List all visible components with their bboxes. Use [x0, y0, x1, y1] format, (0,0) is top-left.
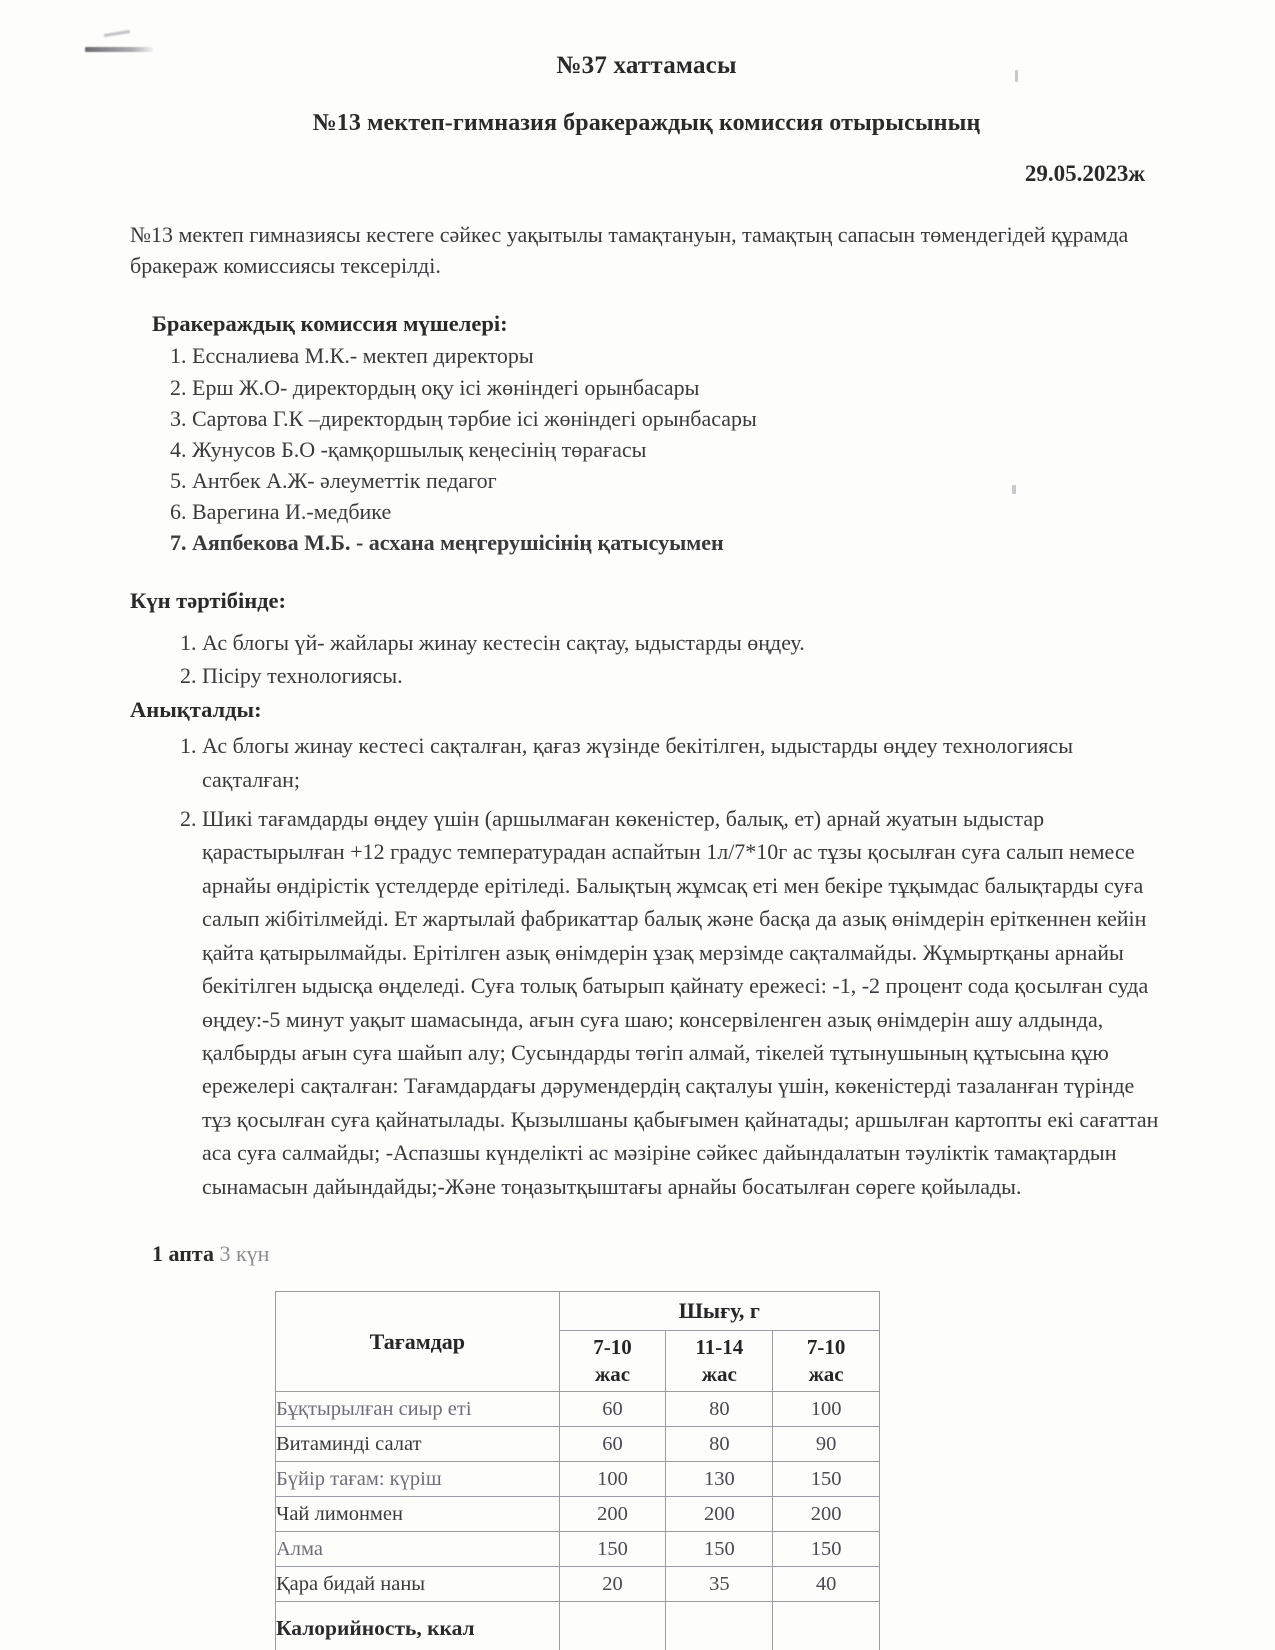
intro-paragraph: №13 мектеп гимназиясы кестеге сәйкес уақытылы тамақтануын, тамақтың сапасын төмендегідей құрамда бракераж комиссиясы тексерілді. [130, 222, 1129, 279]
table-row [276, 1427, 880, 1462]
dish-label: Чай лимонмен [276, 1497, 560, 1532]
findings-list [130, 729, 1163, 1203]
dish-label: Қара бидай наны [276, 1567, 560, 1602]
dish-value: 20 [559, 1567, 666, 1602]
list-item: 1. Ас блогы жинау кестесі сақталған, қағаз жүзінде бекітілген, ыдыстарды өңдеу технологиясы сақталған; [202, 729, 1163, 796]
dish-value: 200 [559, 1497, 666, 1532]
dish-value: 100 [773, 1392, 880, 1427]
dish-value: 100 [559, 1462, 666, 1497]
table-row [276, 1462, 880, 1497]
agenda-section-heading: Күн тәртібінде: [130, 588, 287, 614]
week-label-bold: 1 апта [152, 1241, 214, 1267]
menu-table [275, 1291, 880, 1650]
dish-value: 60 [559, 1392, 666, 1427]
header-age-3 [773, 1331, 880, 1392]
agenda-list [130, 628, 1163, 691]
members-list [130, 341, 1163, 558]
header-age-2 [666, 1331, 773, 1392]
dish-value: 130 [666, 1462, 773, 1497]
dish-label: Витаминді салат [276, 1427, 560, 1462]
calorie-value [666, 1602, 773, 1650]
list-item: 1. Ессналиева М.К.- мектеп директоры [192, 341, 1163, 371]
dish-value: 80 [666, 1392, 773, 1427]
list-item: 2. Шикі тағамдарды өңдеу үшін (аршылмаған көкеністер, балық, ет) арнай жуатын ыдыстар қарастырылған +12 градус температурадан аспайтын 1л/7*10г ас тұзы қосылған суға салып немесе арнайы өндірістік үстелдерде ерітіледі. Балықтың жұмсақ еті мен бекіре тұқымдас балықтарды суға салып жібітілмейді. Ет жартылай фабрикаттар балық және басқа да азық өнімдерін еріткеннен кейін қайта қатырылмайды. Ерітілген азық өнімдерін ұзақ мерзімде сақталмайды. Жұмыртқаны арнайы бекітілген ыдысқа өңделеді. Суға толық батырып қайнату ережесі: -1, -2 процент сода қосылған суда өңдеу:-5 минут уақыт шамасында, ағын суға шаю; консервіленген азық өнімдерін ашу алдында, қалбырды ағын суға шайып алу; Сусындарды төгіп алмай, тікелей тұтынушының құтысына құю ережелері сақталған: Тағамдардағы дәрумендердің сақталуы үшін, көкеністерді тазаланған түрінде тұз қосылған суға қайнатылады. Қызылшаны қабығымен қайнатады; аршылған картопты екі сағаттан аса суға салмайды; -Аспазшы күнделікті ас мәзіріне сәйкес дайындалатын тәуліктік тамақтардын сынамасын дайындайды;-Және тоңазытқыштағы арнайы босатылған сөреге қойылады. [202, 802, 1163, 1203]
calorie-value [559, 1602, 666, 1650]
findings-section-heading: Анықталды: [130, 697, 262, 723]
dish-label: Алма [276, 1532, 560, 1567]
table-row [276, 1567, 880, 1602]
list-item: 2. Пісіру технологиясы. [202, 661, 1163, 691]
members-section-heading: Бракераждық комиссия мүшелері: [152, 311, 508, 337]
list-item: 6. Варегина И.-медбике [192, 497, 1163, 527]
table-header-row [276, 1292, 880, 1331]
age-range: 7-10 [806, 1335, 846, 1360]
document-date: 29.05.2023ж [1024, 161, 1145, 186]
calorie-value [773, 1602, 880, 1650]
list-item: 2. Ерш Ж.О- директордың оқу ісі жөніндегі орынбасары [192, 373, 1163, 403]
week-label [152, 1241, 1163, 1267]
age-range: 11-14 [695, 1335, 744, 1360]
dish-value: 150 [559, 1532, 666, 1567]
list-item: 3. Сартова Г.К –директордың тәрбие ісі жөніндегі орынбасары [192, 404, 1163, 434]
list-item: 7. Аяпбекова М.Б. - асхана меңгерушісінің қатысуымен [192, 528, 1163, 558]
header-output: Шығу, г [559, 1292, 879, 1331]
page-subtitle: №13 мектеп-гимназия бракераждық комиссия отырысының [312, 110, 981, 136]
age-range: 7-10 [593, 1335, 632, 1360]
table-row [276, 1497, 880, 1532]
dish-value: 40 [773, 1567, 880, 1602]
dish-value: 35 [666, 1567, 773, 1602]
calorie-label: Калорийность, ккал [276, 1602, 560, 1650]
dish-value: 200 [666, 1497, 773, 1532]
dish-value: 150 [773, 1532, 880, 1567]
dish-label: Бұқтырылған сиыр еті [276, 1392, 560, 1427]
week-label-rest: 3 күн [219, 1241, 270, 1267]
table-row [276, 1392, 880, 1427]
table-row [276, 1532, 880, 1567]
table-row-calories [276, 1602, 880, 1650]
header-dish: Тағамдар [276, 1292, 560, 1392]
list-item: 4. Жунусов Б.О -қамқоршылық кеңесінің төрағасы [192, 435, 1163, 465]
age-unit: жас [701, 1362, 737, 1387]
header-age-1 [559, 1331, 666, 1392]
dish-value: 90 [773, 1427, 880, 1462]
dish-label: Бүйір тағам: күріш [276, 1462, 560, 1497]
dish-value: 60 [559, 1427, 666, 1462]
dish-value: 80 [666, 1427, 773, 1462]
dish-value: 150 [666, 1532, 773, 1567]
list-item: 5. Антбек А.Ж- әлеуметтік педагог [192, 466, 1163, 496]
age-unit: жас [808, 1362, 844, 1387]
dish-value: 150 [773, 1462, 880, 1497]
age-unit: жас [595, 1362, 631, 1387]
list-item: 1. Ас блогы үй- жайлары жинау кестесін сақтау, ыдыстарды өңдеу. [202, 628, 1163, 658]
dish-value: 200 [773, 1497, 880, 1532]
page-title: №37 хаттамасы [556, 52, 737, 79]
